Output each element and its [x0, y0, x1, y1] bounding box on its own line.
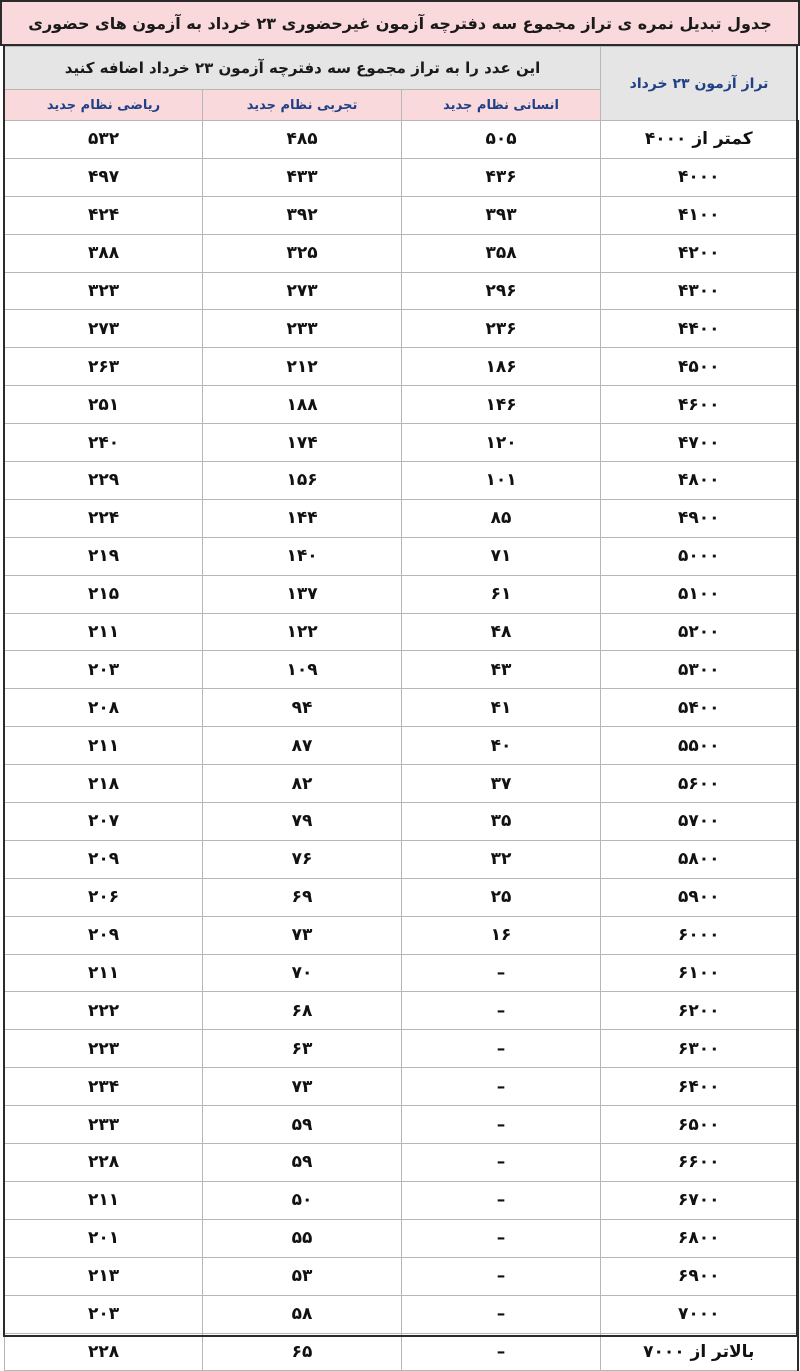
humanities-cell: –	[402, 954, 601, 992]
row-base-cell: ۶۸۰۰	[601, 1219, 798, 1257]
experimental-cell: ۱۴۰	[203, 537, 402, 575]
math-cell: ۲۲۹	[5, 462, 203, 500]
humanities-cell: ۱۸۶	[402, 348, 601, 386]
humanities-cell: ۷۱	[402, 537, 601, 575]
experimental-cell: ۸۷	[203, 727, 402, 765]
table-row	[5, 954, 798, 992]
humanities-cell: –	[402, 1333, 601, 1371]
table-row	[5, 689, 798, 727]
group-header: این عدد را به تراز مجموع سه دفترچه آزمون ۲۳ خرداد اضافه کنید	[5, 47, 601, 90]
table-row	[5, 272, 798, 310]
math-cell: ۲۰۹	[5, 916, 203, 954]
math-cell: ۲۱۵	[5, 575, 203, 613]
row-base-cell: ۵۱۰۰	[601, 575, 798, 613]
table-row	[5, 575, 798, 613]
experimental-cell: ۳۹۲	[203, 196, 402, 234]
math-cell: ۲۱۳	[5, 1257, 203, 1295]
experimental-cell: ۷۳	[203, 916, 402, 954]
row-base-cell: ۴۷۰۰	[601, 424, 798, 462]
row-base-cell: ۵۷۰۰	[601, 803, 798, 841]
conversion-table	[4, 46, 799, 1371]
humanities-cell: –	[402, 992, 601, 1030]
math-cell: ۲۳۴	[5, 1068, 203, 1106]
row-base-cell: ۶۱۰۰	[601, 954, 798, 992]
table-row	[5, 840, 798, 878]
row-base-cell: ۴۱۰۰	[601, 196, 798, 234]
row-base-cell: ۴۸۰۰	[601, 462, 798, 500]
table-row	[5, 462, 798, 500]
table-row	[5, 121, 798, 159]
row-base-cell: ۶۷۰۰	[601, 1181, 798, 1219]
math-cell: ۲۱۹	[5, 537, 203, 575]
math-cell: ۴۲۴	[5, 196, 203, 234]
math-cell: ۲۰۳	[5, 651, 203, 689]
experimental-cell: ۶۳	[203, 1030, 402, 1068]
humanities-cell: ۲۹۶	[402, 272, 601, 310]
math-cell: ۲۲۳	[5, 1030, 203, 1068]
row-base-cell: ۶۲۰۰	[601, 992, 798, 1030]
table-row	[5, 1106, 798, 1144]
table-row	[5, 1144, 798, 1182]
math-cell: ۲۲۲	[5, 992, 203, 1030]
base-column-header: تراز آزمون ۲۳ خرداد	[601, 47, 798, 121]
row-base-cell: ۴۵۰۰	[601, 348, 798, 386]
humanities-cell: –	[402, 1106, 601, 1144]
experimental-cell: ۳۲۵	[203, 234, 402, 272]
math-cell: ۲۷۳	[5, 310, 203, 348]
experimental-cell: ۶۵	[203, 1333, 402, 1371]
experimental-header: تجربی نظام جدید	[203, 90, 402, 121]
table-row	[5, 613, 798, 651]
math-cell: ۳۲۳	[5, 272, 203, 310]
math-cell: ۵۳۲	[5, 121, 203, 159]
experimental-cell: ۵۰	[203, 1181, 402, 1219]
math-header: ریاضی نظام جدید	[5, 90, 203, 121]
row-base-cell: ۶۵۰۰	[601, 1106, 798, 1144]
math-cell: ۲۱۱	[5, 1181, 203, 1219]
table-row	[5, 1295, 798, 1333]
experimental-cell: ۵۹	[203, 1144, 402, 1182]
humanities-cell: ۱۰۱	[402, 462, 601, 500]
experimental-cell: ۱۵۶	[203, 462, 402, 500]
row-base-cell: ۴۲۰۰	[601, 234, 798, 272]
humanities-cell: ۱۶	[402, 916, 601, 954]
row-base-cell: بالاتر از ۷۰۰۰	[601, 1333, 798, 1371]
row-base-cell: ۵۸۰۰	[601, 840, 798, 878]
row-base-cell: ۶۶۰۰	[601, 1144, 798, 1182]
humanities-cell: ۴۱	[402, 689, 601, 727]
humanities-cell: ۱۴۶	[402, 386, 601, 424]
row-base-cell: ۷۰۰۰	[601, 1295, 798, 1333]
table-row	[5, 310, 798, 348]
humanities-cell: ۴۸	[402, 613, 601, 651]
experimental-cell: ۷۳	[203, 1068, 402, 1106]
math-cell: ۲۰۳	[5, 1295, 203, 1333]
table-row	[5, 1030, 798, 1068]
math-cell: ۳۸۸	[5, 234, 203, 272]
math-cell: ۲۱۱	[5, 954, 203, 992]
math-cell: ۲۰۱	[5, 1219, 203, 1257]
table-body	[5, 121, 798, 1371]
table-row	[5, 1068, 798, 1106]
humanities-cell: –	[402, 1030, 601, 1068]
table-row	[5, 651, 798, 689]
experimental-cell: ۷۶	[203, 840, 402, 878]
experimental-cell: ۱۴۴	[203, 499, 402, 537]
math-cell: ۲۱۱	[5, 727, 203, 765]
table-title: جدول تبدیل نمره ی تراز مجموع سه دفترچه آزمون غیرحضوری ۲۳ خرداد به آزمون های حضوری	[0, 0, 800, 46]
humanities-cell: ۴۳۶	[402, 158, 601, 196]
humanities-cell: ۸۵	[402, 499, 601, 537]
row-base-cell: ۴۴۰۰	[601, 310, 798, 348]
row-base-cell: ۵۴۰۰	[601, 689, 798, 727]
math-cell: ۲۰۷	[5, 803, 203, 841]
math-cell: ۲۲۸	[5, 1144, 203, 1182]
table-row	[5, 348, 798, 386]
experimental-cell: ۲۷۳	[203, 272, 402, 310]
experimental-cell: ۵۳	[203, 1257, 402, 1295]
humanities-cell: –	[402, 1144, 601, 1182]
math-cell: ۲۱۱	[5, 613, 203, 651]
humanities-cell: ۳۹۳	[402, 196, 601, 234]
table-row	[5, 196, 798, 234]
row-base-cell: ۴۹۰۰	[601, 499, 798, 537]
humanities-cell: ۴۰	[402, 727, 601, 765]
row-base-cell: ۵۳۰۰	[601, 651, 798, 689]
experimental-cell: ۴۸۵	[203, 121, 402, 159]
row-base-cell: ۵۶۰۰	[601, 765, 798, 803]
math-cell: ۴۹۷	[5, 158, 203, 196]
experimental-cell: ۱۰۹	[203, 651, 402, 689]
table-row	[5, 803, 798, 841]
row-base-cell: ۴۳۰۰	[601, 272, 798, 310]
humanities-cell: ۳۲	[402, 840, 601, 878]
table-row	[5, 386, 798, 424]
row-base-cell: ۶۹۰۰	[601, 1257, 798, 1295]
experimental-cell: ۵۸	[203, 1295, 402, 1333]
math-cell: ۲۰۹	[5, 840, 203, 878]
experimental-cell: ۹۴	[203, 689, 402, 727]
table-row	[5, 158, 798, 196]
humanities-cell: –	[402, 1295, 601, 1333]
math-cell: ۲۵۱	[5, 386, 203, 424]
experimental-cell: ۷۰	[203, 954, 402, 992]
humanities-cell: ۳۷	[402, 765, 601, 803]
humanities-cell: ۱۲۰	[402, 424, 601, 462]
row-base-cell: ۴۰۰۰	[601, 158, 798, 196]
experimental-cell: ۴۳۳	[203, 158, 402, 196]
experimental-cell: ۱۷۴	[203, 424, 402, 462]
math-cell: ۲۰۶	[5, 878, 203, 916]
humanities-cell: –	[402, 1181, 601, 1219]
table-row	[5, 234, 798, 272]
row-base-cell: ۶۰۰۰	[601, 916, 798, 954]
row-base-cell: ۵۹۰۰	[601, 878, 798, 916]
table-row	[5, 1257, 798, 1295]
humanities-cell: –	[402, 1219, 601, 1257]
row-base-cell: ۶۴۰۰	[601, 1068, 798, 1106]
experimental-cell: ۲۱۲	[203, 348, 402, 386]
table-row	[5, 499, 798, 537]
humanities-cell: ۲۵	[402, 878, 601, 916]
experimental-cell: ۶۹	[203, 878, 402, 916]
math-cell: ۲۱۸	[5, 765, 203, 803]
table-row	[5, 916, 798, 954]
table-row	[5, 1181, 798, 1219]
table-row	[5, 1219, 798, 1257]
row-base-cell: کمتر از ۴۰۰۰	[601, 121, 798, 159]
experimental-cell: ۸۲	[203, 765, 402, 803]
row-base-cell: ۴۶۰۰	[601, 386, 798, 424]
humanities-cell: –	[402, 1257, 601, 1295]
math-cell: ۲۲۸	[5, 1333, 203, 1371]
humanities-cell: ۲۳۶	[402, 310, 601, 348]
experimental-cell: ۲۳۳	[203, 310, 402, 348]
experimental-cell: ۱۳۷	[203, 575, 402, 613]
experimental-cell: ۷۹	[203, 803, 402, 841]
math-cell: ۲۰۸	[5, 689, 203, 727]
row-base-cell: ۶۳۰۰	[601, 1030, 798, 1068]
humanities-cell: ۵۰۵	[402, 121, 601, 159]
table-row	[5, 424, 798, 462]
experimental-cell: ۵۵	[203, 1219, 402, 1257]
experimental-cell: ۱۸۸	[203, 386, 402, 424]
humanities-cell: –	[402, 1068, 601, 1106]
humanities-cell: ۴۳	[402, 651, 601, 689]
math-cell: ۲۶۳	[5, 348, 203, 386]
humanities-cell: ۶۱	[402, 575, 601, 613]
row-base-cell: ۵۵۰۰	[601, 727, 798, 765]
table-row	[5, 878, 798, 916]
table-row	[5, 992, 798, 1030]
experimental-cell: ۵۹	[203, 1106, 402, 1144]
humanities-header: انسانی نظام جدید	[402, 90, 601, 121]
humanities-cell: ۳۵۸	[402, 234, 601, 272]
math-cell: ۲۳۳	[5, 1106, 203, 1144]
experimental-cell: ۱۲۲	[203, 613, 402, 651]
math-cell: ۲۲۴	[5, 499, 203, 537]
humanities-cell: ۳۵	[402, 803, 601, 841]
table-row	[5, 537, 798, 575]
experimental-cell: ۶۸	[203, 992, 402, 1030]
math-cell: ۲۴۰	[5, 424, 203, 462]
table-row	[5, 765, 798, 803]
row-base-cell: ۵۲۰۰	[601, 613, 798, 651]
row-base-cell: ۵۰۰۰	[601, 537, 798, 575]
table-row	[5, 727, 798, 765]
